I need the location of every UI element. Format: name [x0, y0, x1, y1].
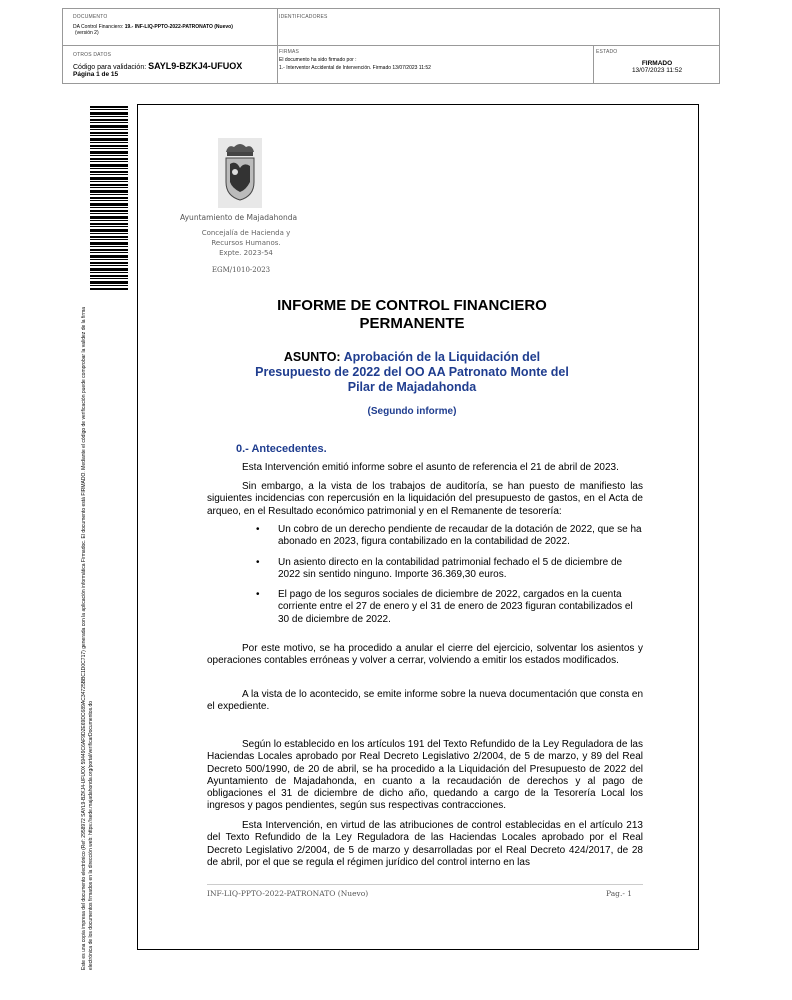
documento-name: 19.- INF-LIQ-PPTO-2022-PATRONATO (Nuevo) [124, 24, 233, 30]
paragraph-1: Esta Intervención emitió informe sobre el asunto de referencia el 21 de abril de 2023. [242, 462, 619, 473]
page-count: Página 1 de 15 [73, 71, 119, 78]
title-line-2: PERMANENTE [359, 315, 465, 332]
footer-page-number: Pag.- 1 [606, 889, 633, 898]
estado-date: 13/07/2023 11:52 [631, 67, 683, 74]
documento-cell [73, 14, 273, 36]
estado-value: FIRMADO [641, 60, 673, 67]
expediente: Expte. 2023-54 [219, 249, 273, 257]
asunto-line-3: Pilar de Majadahonda [347, 380, 477, 394]
paragraph-3: Por este motivo, se ha procedido a anular el cierre del ejercicio, solventar los asientos y operaciones contables erróneas y volver a cerrar, volviendo a emitir los estados modificados. [207, 643, 643, 667]
asunto [232, 350, 592, 395]
paragraph-2: Sin embargo, a la vista de los trabajos de auditoría, se han puesto de manifiesto las siguientes incidencias con repercusión en la liquidación del presupuesto de gastos, en el Acta de arqueo, en el Resultado económico patrimonial y en el Remanente de tesorería: [207, 481, 643, 517]
coat-of-arms-logo [218, 138, 262, 208]
concejalia [196, 228, 296, 258]
report-title [232, 297, 592, 333]
bullet-dot-icon: • [256, 524, 260, 535]
concejalia-line-2: Recursos Humanos. [211, 239, 281, 247]
otros-datos-cell [73, 52, 273, 78]
asunto-line-2: Presupuesto de 2022 del OO AA Patronato Monte del [255, 365, 569, 379]
verification-side-text: Este es una copia impresa del documento electrónico (Ref: 2958972 SAYL9-BZKJ4-UFUOX 59449C6AF9D2E69DC689AC34725BBC1D0C717) generada con la aplicación informática Firmadoc. El documento está FIRMADO. Mediante el código de verificación puede comprobar la validez de la firma electrónica de los documentos firmados en la dirección web: https://sede.majadahonda.org/portal/verificarDocumentos.do [81, 306, 94, 970]
footer-doc-name: INF-LIQ-PPTO-2022-PATRONATO (Nuevo) [207, 889, 369, 898]
codigo-label: Código para validación: [73, 64, 147, 71]
identificadores-cell [279, 14, 328, 20]
bullet-text: El pago de los seguros sociales de diciembre de 2022, cargados en la cuenta corriente entre el 27 de enero y el 31 de enero de 2023 figuran contabilizados el 30 de diciembre de 2022. [278, 589, 633, 625]
bullet-dot-icon: • [256, 557, 260, 568]
signature-header [62, 8, 720, 84]
documento-label: DOCUMENTO [73, 14, 108, 20]
paragraph-5: Según lo establecido en los artículos 191 del Texto Refundido de la Ley Reguladora de las Haciendas Locales aprobado por Real Decreto Legislativo 2/2004, de 5 de marzo, y 89 del Real Decreto 500/1990, de 20 de abril, se ha procedido a la Liquidación del Presupuesto de 2022 del Ayuntamiento de Majadahonda, en cuanto a la recaudación de derechos y al pago de obligaciones el 31 de diciembre de dicho año, quedando a cargo de la Tesorería Local los ingresos y pagos pendientes, según sus respectivas contracciones. [207, 739, 643, 812]
asunto-label: ASUNTO: [283, 350, 341, 364]
asunto-line-1: Aprobación de la Liquidación del [343, 350, 541, 364]
paragraph-6: Esta Intervención, en virtud de las atribuciones de control establecidas en el artículo 213 del Texto Refundido de la Ley Reguladora de las Haciendas Locales aprobado por el Real Decreto Legislativo 2/2004, de 5 de marzo y desarrolladas por el Real Decreto 424/2017, de 28 de abril, por el que se regula el régimen jurídico del control interno en las [207, 820, 643, 868]
paragraph-4: A la vista de lo acontecido, se emite informe sobre la nueva documentación que consta en el expediente. [207, 689, 643, 713]
concejalia-line-1: Concejalía de Hacienda y [201, 229, 291, 237]
firmas-label: FIRMAS [279, 49, 300, 55]
estado-cell [596, 49, 718, 74]
bullet-dot-icon: • [256, 589, 260, 600]
footer-divider [207, 884, 643, 885]
bullet-text: Un asiento directo en la contabilidad patrimonial fechado el 5 de diciembre de 2022 sin sentido ninguno. Importe 36.369,30 euros. [278, 557, 623, 581]
documento-text: DA Control Financiero: [73, 24, 124, 30]
documento-version: (versión 2) [75, 30, 99, 36]
section-heading: 0.- Antecedentes. [236, 443, 327, 455]
egm-reference: EGM/1010-2023 [211, 266, 271, 274]
otros-datos-label: OTROS DATOS [73, 52, 112, 58]
estado-label: ESTADO [596, 49, 618, 55]
firmas-cell [279, 49, 589, 71]
codigo-value: SAYL9-BZKJ4-UFUOX [148, 61, 243, 71]
firmas-line-2: 1.- Interventor Accidental de Intervención. Firmado 13/07/2023 11:52 [279, 65, 431, 71]
ayuntamiento-name: Ayuntamiento de Majadahonda [180, 213, 298, 222]
title-line-1: INFORME DE CONTROL FINANCIERO [277, 297, 547, 314]
bullet-text: Un cobro de un derecho pendiente de recaudar de la dotación de 2022, que se ha abonado en 2023, figura contabilizado en la contabilidad de 2022. [278, 524, 642, 548]
segundo-informe: (Segundo informe) [367, 406, 457, 417]
barcode [90, 106, 128, 290]
identificadores-label: IDENTIFICADORES [279, 14, 328, 20]
firmas-line-1: El documento ha sido firmado por : [279, 57, 357, 63]
